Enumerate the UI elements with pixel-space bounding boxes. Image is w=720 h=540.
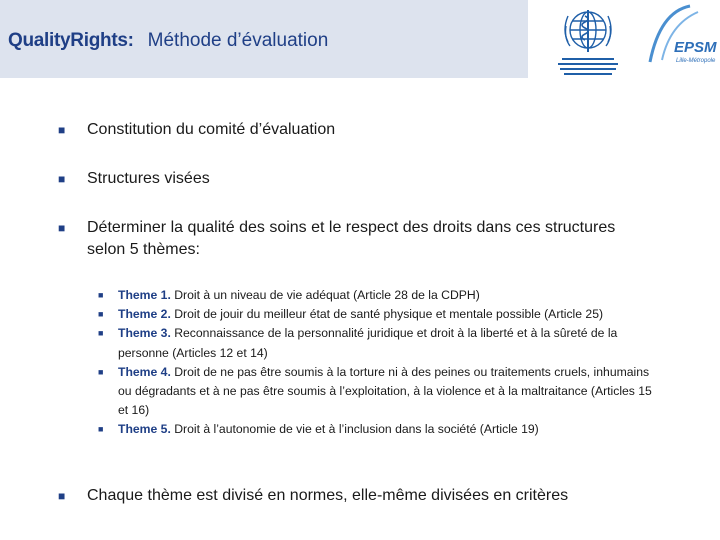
square-bullet-icon: ■ (98, 290, 104, 300)
square-bullet-icon: ■ (98, 309, 104, 320)
square-bullet-icon: ■ (58, 489, 66, 503)
theme-label: Theme 3. (118, 326, 171, 341)
theme-label: Theme 2. (118, 307, 171, 322)
theme-text: Droit à un niveau de vie adéquat (Article 28 de la CDPH) (170, 288, 480, 302)
theme-text: Droit de jouir du meilleur état de santé physique et mentale possible (Article 25) (170, 307, 604, 322)
theme-item (98, 324, 658, 362)
theme-label: Theme 1. (118, 288, 171, 302)
theme-text: Droit de ne pas être soumis à la torture ni à des peines ou traitements cruels, inhumains ou dégradants et à ne pas être soumis à l’exploitation, à la violence et à la maltraitance (Articles 15 et 16) (118, 364, 652, 418)
svg-text:EPSM: EPSM (674, 39, 717, 56)
square-bullet-icon: ■ (98, 328, 104, 339)
theme-text: Droit à l’autonomie de vie et à l’inclusion dans la société (Article 19) (170, 422, 539, 437)
title-subtitle: Méthode d’évaluation (147, 30, 329, 51)
title-brand: QualityRights: (8, 30, 134, 51)
theme-label: Theme 4. (118, 364, 171, 379)
theme-item (98, 286, 658, 305)
theme-item (98, 420, 658, 439)
themes-list (98, 286, 658, 440)
theme-text: Reconnaissance de la personnalité juridique et droit à la liberté et à la sûreté de la personne (Articles 12 et 14) (118, 326, 618, 360)
square-bullet-icon: ■ (98, 366, 104, 377)
square-bullet-icon: ■ (98, 424, 104, 435)
theme-item (98, 305, 658, 324)
bullet-text: Structures visées (87, 170, 210, 187)
bullet-text: Constitution du comité d’évaluation (87, 121, 336, 138)
bullet-text: Chaque thème est divisé en normes, elle-même divisées en critères (87, 487, 569, 504)
square-bullet-icon: ■ (58, 172, 66, 186)
square-bullet-icon: ■ (58, 123, 66, 137)
theme-item (98, 363, 658, 421)
bullet-text: Déterminer la qualité des soins et le respect des droits dans ces structures selon 5 thèmes: (87, 219, 616, 258)
theme-label: Theme 5. (118, 422, 171, 437)
svg-text:Lille-Métropole: Lille-Métropole (676, 58, 716, 64)
square-bullet-icon: ■ (58, 221, 66, 235)
